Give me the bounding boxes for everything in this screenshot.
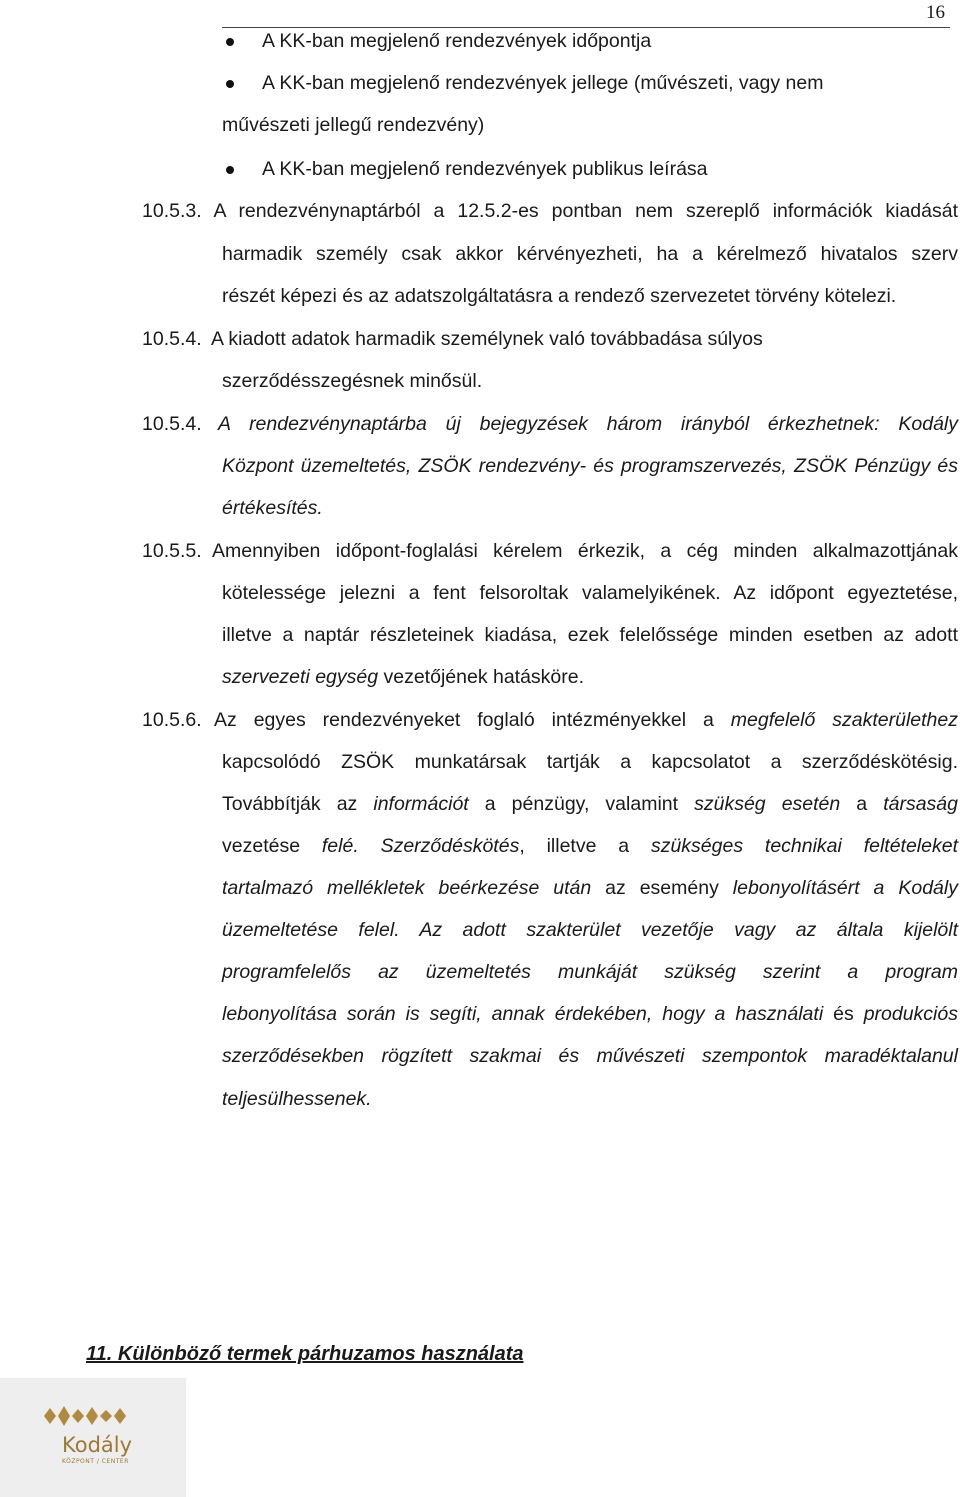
section-10-5-6-line-6: üzemeltetése felel. Az adott szakterület vezetője vagy az általa kijelölt [222, 919, 958, 941]
section-10-5-3-line-1: 10.5.3. A rendezvénynaptárból a 12.5.2-es pontban nem szereplő információk kiadását [142, 200, 958, 222]
italic-text: lebonyolításért a Kodály [732, 877, 958, 899]
italic-text: produkciós [863, 1003, 958, 1025]
section-10-5-5-line-3: illetve a naptár részleteinek kiadása, ezek felelőssége minden esetben az adott [222, 624, 958, 646]
text: vezetése [222, 835, 322, 857]
diamond-waves-icon [40, 1404, 140, 1428]
section-10-5-4b-line-1: A rendezvénynaptárba új bejegyzések három irányból érkezhetnek: Kodály [218, 413, 958, 435]
text: vezetőjének hatásköre. [378, 666, 585, 688]
section-10-5-3-line-2: harmadik személy csak akkor kérvényezheti, ha a kérelmező hivatalos szerv [222, 243, 958, 265]
section-10-5-6-line-10: teljesülhessenek. [222, 1088, 372, 1110]
section-10-5-4b-line-3: értékesítés. [222, 497, 323, 519]
section-number: 10.5.6. [142, 709, 202, 731]
section-10-5-6-line-2: kapcsolódó ZSÖK munkatársak tartják a kapcsolatot a szerződéskötésig. [222, 751, 958, 773]
section-10-5-6-line-4 [222, 835, 958, 858]
bullet-item-2-line-1: A KK-ban megjelenő rendezvények jellege (művészeti, vagy nem [262, 72, 824, 94]
text: Az egyes rendezvényeket foglaló intézményekkel a [214, 709, 731, 731]
italic-text: szükség esetén [694, 793, 841, 815]
bullet-item-3: A KK-ban megjelenő rendezvények publikus leírása [262, 158, 708, 180]
section-10-5-6-line-5 [222, 877, 958, 900]
text: , illetve a [519, 835, 651, 857]
italic-text: tartalmazó mellékletek beérkezése után [222, 877, 592, 899]
section-10-5-3-line-3: részét képezi és az adatszolgáltatásra a rendező szervezetet törvény kötelezi. [222, 285, 897, 307]
section-10-5-5-line-4 [222, 666, 584, 689]
italic-text: felé. Szerződéskötés [321, 835, 520, 857]
section-10-5-4b-line-2: Központ üzemeltetés, ZSÖK rendezvény- és programszervezés, ZSÖK Pénzügy és [222, 455, 958, 477]
bullet-dot [226, 166, 234, 174]
section-10-5-6-line-9: szerződésekben rögzített szakmai és művészeti szempontok maradéktalanul [222, 1045, 958, 1067]
section-10-5-4a-line-1: A kiadott adatok harmadik személynek való továbbadása súlyos [211, 328, 763, 350]
logo-name: Kodály [62, 1433, 133, 1457]
logo-subtitle: KÖZPONT / CENTER [62, 1458, 129, 1465]
section-heading: 11. Különböző termek párhuzamos használata [86, 1343, 524, 1365]
section-10-5-5-line-1: Amennyiben időpont-foglalási kérelem érkezik, a cég minden alkalmazottjának [212, 540, 958, 562]
bullet-item-2-line-2: művészeti jellegű rendezvény) [222, 114, 485, 136]
italic-text: szükséges technikai feltételeket [650, 835, 959, 857]
text: és [823, 1003, 864, 1025]
page-number: 16 [926, 2, 945, 23]
italic-text: megfelelő szakterülethez [730, 709, 958, 731]
italic-text: lebonyolítása során is segíti, annak érdekében, hogy a használati [222, 1003, 824, 1025]
section-10-5-4a-line-2: szerződésszegésnek minősül. [222, 370, 483, 392]
section-number: 10.5.4. [142, 328, 202, 350]
text: a [840, 793, 884, 815]
section-10-5-5-line-2: kötelessége jelezni a fent felsoroltak valamelyikének. Az időpont egyeztetése, [222, 582, 958, 604]
section-10-5-6-line-3 [222, 793, 958, 816]
bullet-dot [226, 38, 234, 46]
section-10-5-6-line-1 [214, 709, 958, 732]
text: az esemény [591, 877, 733, 899]
section-10-5-6-line-7: programfelelős az üzemeltetés munkáját szükség szerint a program [222, 961, 958, 983]
italic-text: társaság [883, 793, 958, 815]
italic-text: információt [373, 793, 469, 815]
bullet-item-1: A KK-ban megjelenő rendezvények időpontja [262, 30, 652, 52]
header-rule [222, 27, 950, 28]
bullet-dot [226, 80, 234, 88]
section-number: 10.5.4. [142, 413, 202, 435]
text: Továbbítják az [222, 793, 374, 815]
section-10-5-6-line-8 [222, 1003, 958, 1026]
text: a pénzügy, valamint [468, 793, 695, 815]
section-number: 10.5.5. [142, 540, 202, 562]
italic-text: szervezeti egység [222, 666, 379, 688]
